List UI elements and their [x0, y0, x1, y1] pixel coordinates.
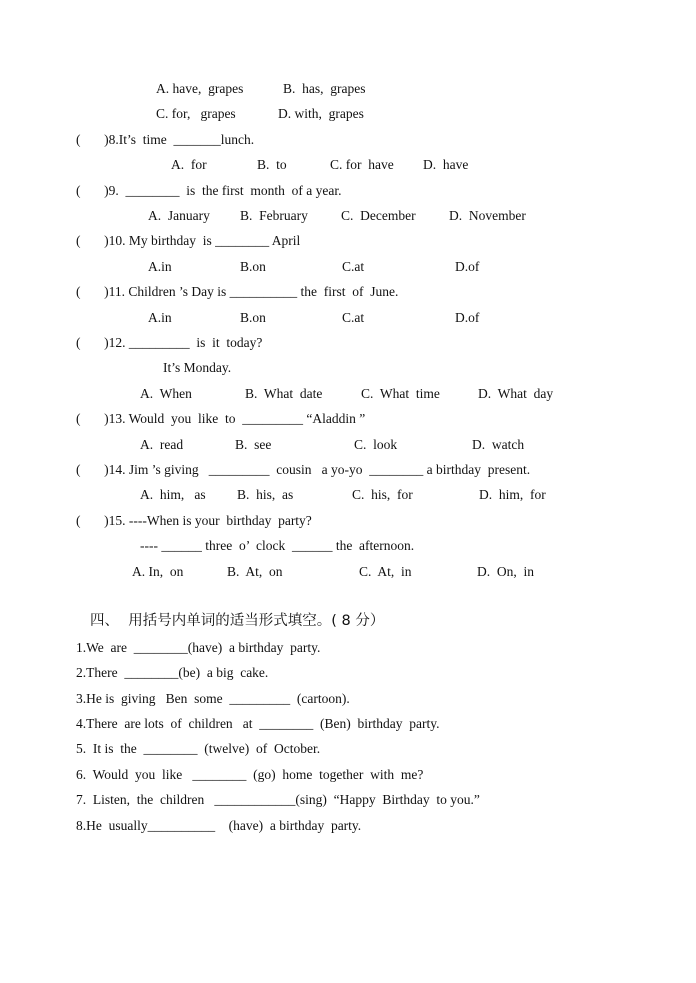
q9-option-c: C. December: [341, 208, 416, 223]
q10-option-a: A.in: [148, 259, 172, 274]
s4-item-4: 4.There are lots of children at ________ (Ben) birthday party.: [76, 716, 440, 731]
q7-option-c: C. for, grapes: [156, 106, 236, 121]
q14-option-d: D. him, for: [479, 487, 546, 502]
q7-option-b: B. has, grapes: [283, 81, 366, 96]
q8-stem: ( )8.It’s time _______lunch.: [76, 132, 255, 147]
q8-option-d: D. have: [423, 157, 469, 172]
q14-stem: ( )14. Jim ’s giving _________ cousin a yo-yo ________ a birthday present.: [76, 462, 531, 477]
q12-option-c: C. What time: [361, 386, 440, 401]
q12-answer-line: It’s Monday.: [163, 360, 232, 375]
q15-option-a: A. In, on: [132, 564, 184, 579]
q11-option-c: C.at: [342, 310, 365, 325]
q14-option-a: A. him, as: [140, 487, 206, 502]
q15-option-c: C. At, in: [359, 564, 412, 579]
q13-option-b: B. see: [235, 437, 272, 452]
s4-item-3: 3.He is giving Ben some _________ (cartoon).: [76, 691, 350, 706]
q14-option-c: C. his, for: [352, 487, 413, 502]
q8-option-a: A. for: [171, 157, 207, 172]
q8-option-c: C. for have: [330, 157, 394, 172]
q15-option-b: B. At, on: [227, 564, 283, 579]
q13-stem: ( )13. Would you like to _________ “Aladdin ”: [76, 411, 366, 426]
q9-option-a: A. January: [148, 208, 210, 223]
q15-option-d: D. On, in: [477, 564, 534, 579]
section4-heading: 四、 用括号内单词的适当形式填空。( 8 分）: [90, 613, 385, 629]
s4-item-6: 6. Would you like ________ (go) home together with me?: [76, 767, 424, 782]
q9-option-b: B. February: [240, 208, 308, 223]
q7-option-a: A. have, grapes: [156, 81, 244, 96]
q10-option-c: C.at: [342, 259, 365, 274]
q14-option-b: B. his, as: [237, 487, 294, 502]
s4-item-1: 1.We are ________(have) a birthday party.: [76, 640, 321, 655]
s4-item-5: 5. It is the ________ (twelve) of October.: [76, 741, 321, 756]
q11-option-a: A.in: [148, 310, 172, 325]
s4-item-7: 7. Listen, the children ____________(sing) “Happy Birthday to you.”: [76, 792, 480, 807]
s4-item-8: 8.He usually__________ (have) a birthday party.: [76, 818, 362, 833]
q13-option-c: C. look: [354, 437, 398, 452]
q10-stem: ( )10. My birthday is ________ April: [76, 233, 301, 248]
q13-option-a: A. read: [140, 437, 184, 452]
q12-option-a: A. When: [140, 386, 192, 401]
q12-option-d: D. What day: [478, 386, 554, 401]
q9-option-d: D. November: [449, 208, 526, 223]
q15-stem: ( )15. ----When is your birthday party?: [76, 513, 312, 528]
q13-option-d: D. watch: [472, 437, 525, 452]
q7-option-d: D. with, grapes: [278, 106, 364, 121]
q11-option-d: D.of: [455, 310, 480, 325]
q11-option-b: B.on: [240, 310, 266, 325]
q10-option-d: D.of: [455, 259, 480, 274]
q10-option-b: B.on: [240, 259, 266, 274]
q8-option-b: B. to: [257, 157, 287, 172]
q12-stem: ( )12. _________ is it today?: [76, 335, 263, 350]
q11-stem: ( )11. Children ’s Day is __________ the first of June.: [76, 284, 399, 299]
s4-item-2: 2.There ________(be) a big cake.: [76, 665, 269, 680]
q9-stem: ( )9. ________ is the first month of a year.: [76, 183, 342, 198]
q15-answer-line: ---- ______ three o’ clock ______ the afternoon.: [140, 538, 415, 553]
q12-option-b: B. What date: [245, 386, 323, 401]
